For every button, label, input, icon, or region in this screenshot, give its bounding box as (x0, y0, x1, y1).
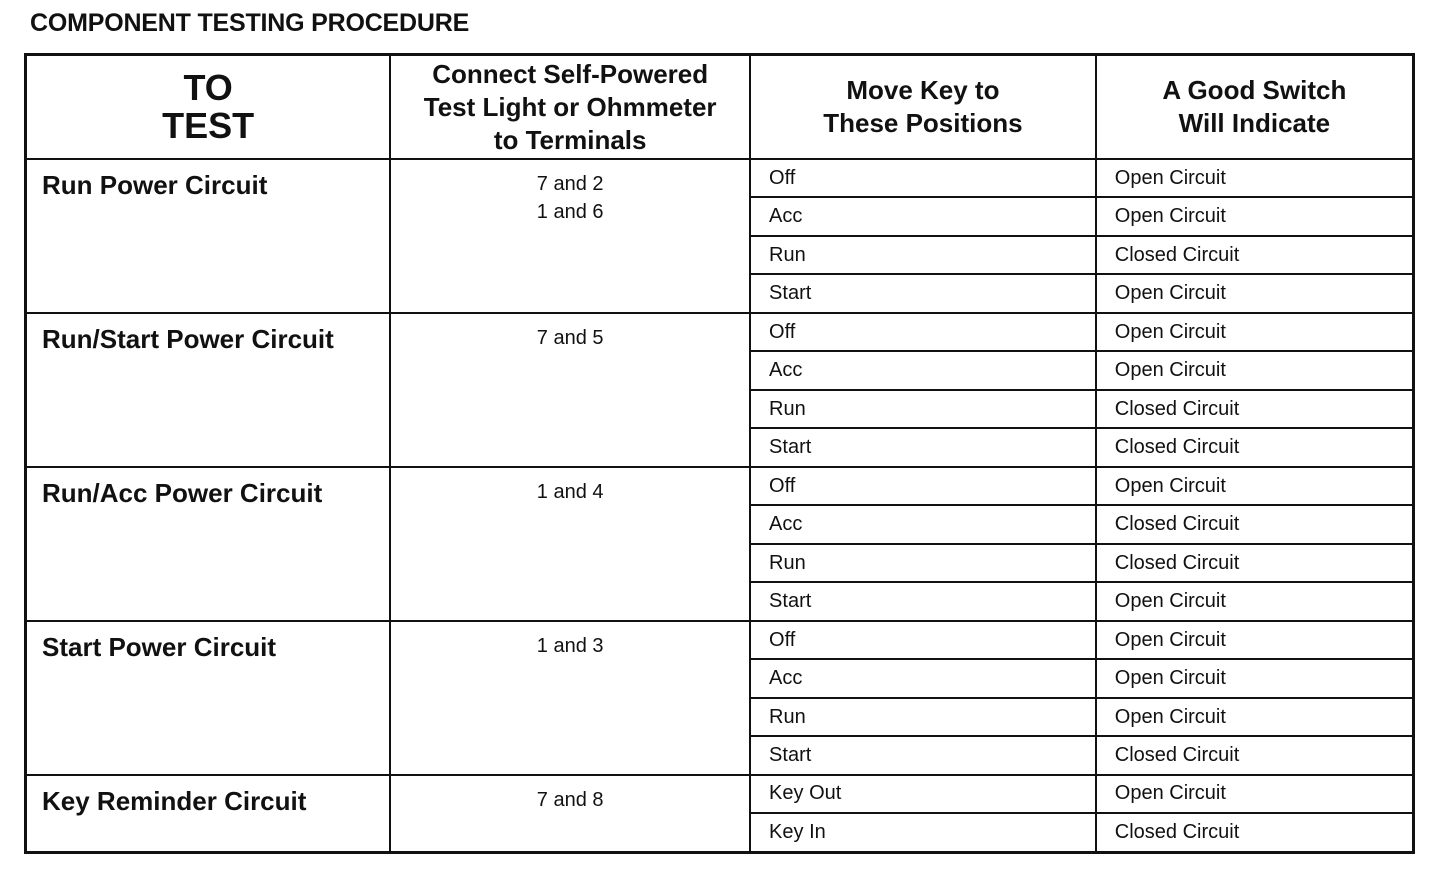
switch-indication: Open Circuit (1096, 159, 1414, 197)
key-position: Off (750, 467, 1096, 505)
key-position: Run (750, 390, 1096, 428)
header-to-test-line: TEST (162, 105, 255, 146)
table-row (26, 159, 1414, 197)
header-connect-line: Test Light or Ohmmeter (423, 91, 717, 122)
switch-indication: Closed Circuit (1096, 236, 1414, 274)
header-to-test (26, 55, 391, 160)
terminals-cell (390, 621, 750, 775)
terminal-pair: 1 and 4 (536, 480, 604, 503)
key-position: Acc (750, 351, 1096, 389)
terminals-cell (390, 467, 750, 621)
key-position: Start (750, 736, 1096, 774)
switch-indication: Open Circuit (1096, 775, 1414, 813)
header-good-switch (1096, 55, 1414, 160)
header-move-key-line: Move Key to (846, 75, 1000, 105)
circuit-name: Key Reminder Circuit (26, 775, 391, 853)
header-good-switch-line: A Good Switch (1162, 75, 1347, 105)
switch-indication: Open Circuit (1096, 582, 1414, 620)
header-row (26, 55, 1414, 160)
table-row (26, 621, 1414, 659)
key-position: Acc (750, 197, 1096, 235)
switch-indication: Closed Circuit (1096, 505, 1414, 543)
header-connect-line: Connect Self-Powered (432, 58, 709, 89)
key-position: Start (750, 428, 1096, 466)
circuit-name: Start Power Circuit (26, 621, 391, 775)
terminals-cell (390, 775, 750, 853)
circuit-name: Run/Start Power Circuit (26, 313, 391, 467)
switch-indication: Closed Circuit (1096, 544, 1414, 582)
key-position: Run (750, 236, 1096, 274)
switch-indication: Closed Circuit (1096, 428, 1414, 466)
key-position: Off (750, 313, 1096, 351)
header-to-test-line: TO (183, 67, 233, 108)
key-position: Key In (750, 813, 1096, 852)
key-position: Acc (750, 505, 1096, 543)
switch-indication: Open Circuit (1096, 698, 1414, 736)
header-move-key (750, 55, 1096, 160)
circuit-name: Run Power Circuit (26, 159, 391, 313)
terminal-pair: 7 and 8 (536, 788, 604, 811)
terminals-cell (390, 313, 750, 467)
key-position: Key Out (750, 775, 1096, 813)
terminal-pair: 1 and 6 (536, 201, 604, 223)
switch-indication: Open Circuit (1096, 313, 1414, 351)
switch-indication: Open Circuit (1096, 274, 1414, 312)
table-row (26, 775, 1414, 813)
header-good-switch-line: Will Indicate (1178, 108, 1331, 138)
switch-indication: Open Circuit (1096, 197, 1414, 235)
switch-indication: Open Circuit (1096, 621, 1414, 659)
terminal-pair: 1 and 3 (536, 634, 604, 657)
header-connect-terminals (390, 55, 750, 160)
switch-indication: Closed Circuit (1096, 813, 1414, 852)
switch-indication: Closed Circuit (1096, 390, 1414, 428)
header-connect-line: to Terminals (493, 124, 647, 155)
key-position: Run (750, 698, 1096, 736)
switch-indication: Closed Circuit (1096, 736, 1414, 774)
switch-indication: Open Circuit (1096, 659, 1414, 697)
terminal-pair: 7 and 2 (536, 173, 604, 195)
key-position: Off (750, 621, 1096, 659)
table-row (26, 313, 1414, 351)
circuit-name: Run/Acc Power Circuit (26, 467, 391, 621)
switch-indication: Open Circuit (1096, 467, 1414, 505)
page-title: COMPONENT TESTING PROCEDURE (30, 9, 470, 37)
key-position: Acc (750, 659, 1096, 697)
key-position: Run (750, 544, 1096, 582)
terminals-cell (390, 159, 750, 313)
key-position: Off (750, 159, 1096, 197)
switch-indication: Open Circuit (1096, 351, 1414, 389)
key-position: Start (750, 274, 1096, 312)
component-testing-table (24, 53, 1415, 854)
header-move-key-line: These Positions (823, 108, 1023, 138)
key-position: Start (750, 582, 1096, 620)
terminal-pair: 7 and 5 (536, 326, 604, 349)
table-row (26, 467, 1414, 505)
